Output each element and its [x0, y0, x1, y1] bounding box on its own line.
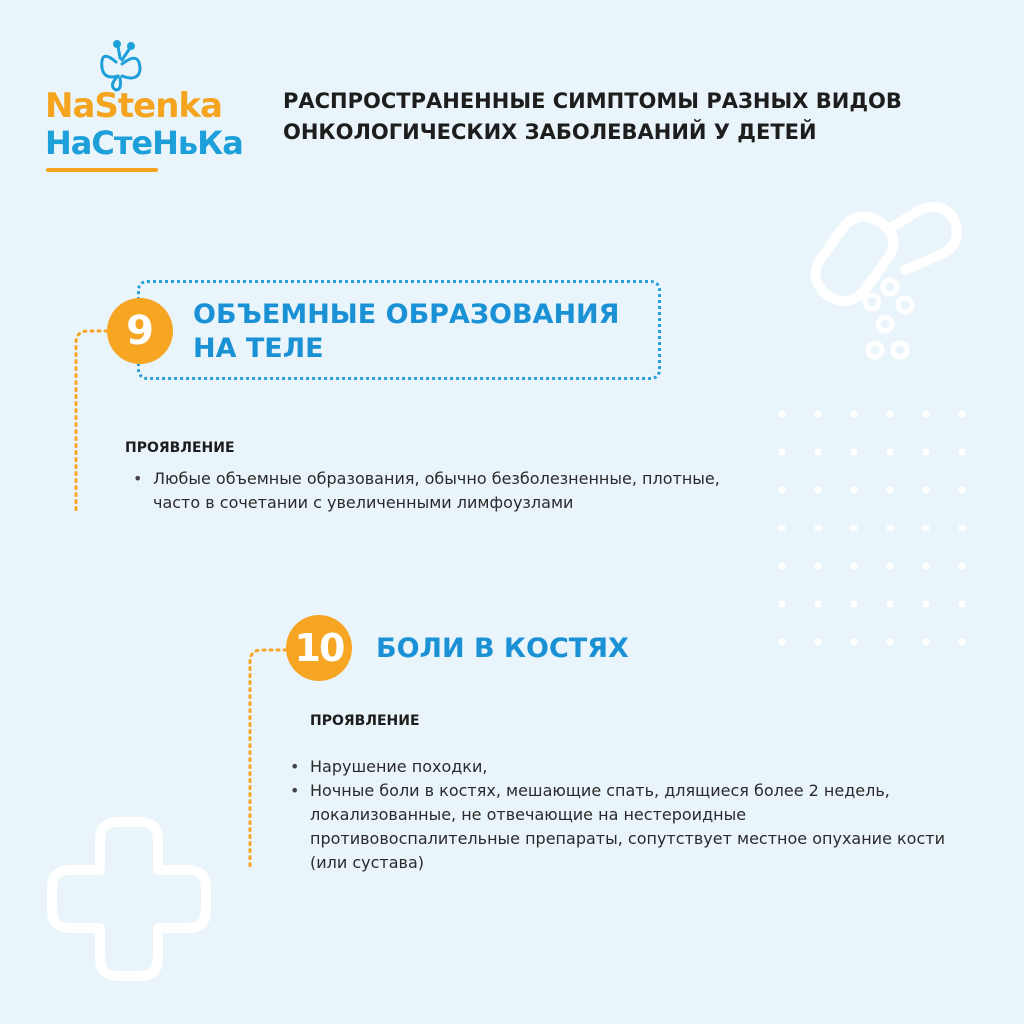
connector-10 — [250, 650, 286, 868]
pill-capsule-icon — [816, 207, 957, 357]
list-item: • Ночные боли в костях, мешающие спать, длящиеся более 2 недель, локализованные, не отвечающие на нестероидные противовоспалительные препараты, сопутствует местное опухание кости (или сустава) — [286, 779, 956, 875]
logo-cyrillic: НаСтеНьКа — [45, 124, 243, 162]
grid-dot — [923, 449, 930, 456]
grid-dot — [851, 601, 858, 608]
grid-dot — [815, 525, 822, 532]
grid-dot — [959, 601, 966, 608]
grid-dot — [887, 411, 894, 418]
plus-cross-icon — [52, 822, 206, 976]
section-9-title-line-2: НА ТЕЛЕ — [193, 333, 324, 364]
logo-underline — [46, 168, 158, 172]
grid-dot — [779, 563, 786, 570]
grid-dot — [779, 411, 786, 418]
logo-latin: NaStenka — [45, 86, 222, 126]
page-title-line-1: РАСПРОСТРАНЕННЫЕ СИМПТОМЫ РАЗНЫХ ВИДОВ — [283, 89, 902, 113]
section-10-list — [286, 755, 956, 875]
grid-dot — [923, 639, 930, 646]
grid-dot — [923, 411, 930, 418]
list-item: • Любые объемные образования, обычно безболезненные, плотные, часто в сочетании с увеличенными лимфоузлами — [129, 467, 729, 515]
section-9-label: ПРОЯВЛЕНИЕ — [125, 440, 235, 456]
connector-9 — [76, 331, 107, 510]
grid-dot — [779, 487, 786, 494]
grid-dot — [815, 487, 822, 494]
grid-dot — [959, 411, 966, 418]
grid-dot — [779, 601, 786, 608]
section-9-number-badge: 9 — [107, 298, 173, 364]
section-9-list — [129, 467, 729, 515]
grid-dot — [815, 601, 822, 608]
grid-dot — [959, 563, 966, 570]
grid-dot — [851, 639, 858, 646]
grid-dot — [851, 449, 858, 456]
section-10-label: ПРОЯВЛЕНИЕ — [310, 713, 420, 729]
grid-dot — [815, 639, 822, 646]
grid-dot — [815, 411, 822, 418]
grid-dot — [887, 449, 894, 456]
grid-dot — [923, 525, 930, 532]
page-title — [283, 86, 983, 148]
grid-dot — [851, 563, 858, 570]
section-9-title — [193, 298, 653, 366]
grid-dot — [923, 563, 930, 570]
grid-dot — [959, 639, 966, 646]
grid-dot — [959, 487, 966, 494]
section-10-title: БОЛИ В КОСТЯХ — [376, 633, 629, 664]
list-item: • Нарушение походки, — [286, 755, 956, 779]
dot-grid — [779, 411, 966, 646]
grid-dot — [887, 563, 894, 570]
grid-dot — [851, 487, 858, 494]
grid-dot — [851, 525, 858, 532]
grid-dot — [779, 525, 786, 532]
grid-dot — [815, 563, 822, 570]
page-title-line-2: ОНКОЛОГИЧЕСКИХ ЗАБОЛЕВАНИЙ У ДЕТЕЙ — [283, 120, 817, 144]
logo — [40, 44, 243, 174]
grid-dot — [779, 449, 786, 456]
grid-dot — [887, 601, 894, 608]
grid-dot — [815, 449, 822, 456]
section-9-title-line-1: ОБЪЕМНЫЕ ОБРАЗОВАНИЯ — [193, 299, 620, 330]
section-10-number-badge: 10 — [286, 615, 352, 681]
grid-dot — [959, 525, 966, 532]
grid-dot — [923, 601, 930, 608]
grid-dot — [887, 639, 894, 646]
grid-dot — [959, 449, 966, 456]
grid-dot — [779, 639, 786, 646]
grid-dot — [923, 487, 930, 494]
grid-dot — [851, 411, 858, 418]
grid-dot — [887, 487, 894, 494]
grid-dot — [887, 525, 894, 532]
